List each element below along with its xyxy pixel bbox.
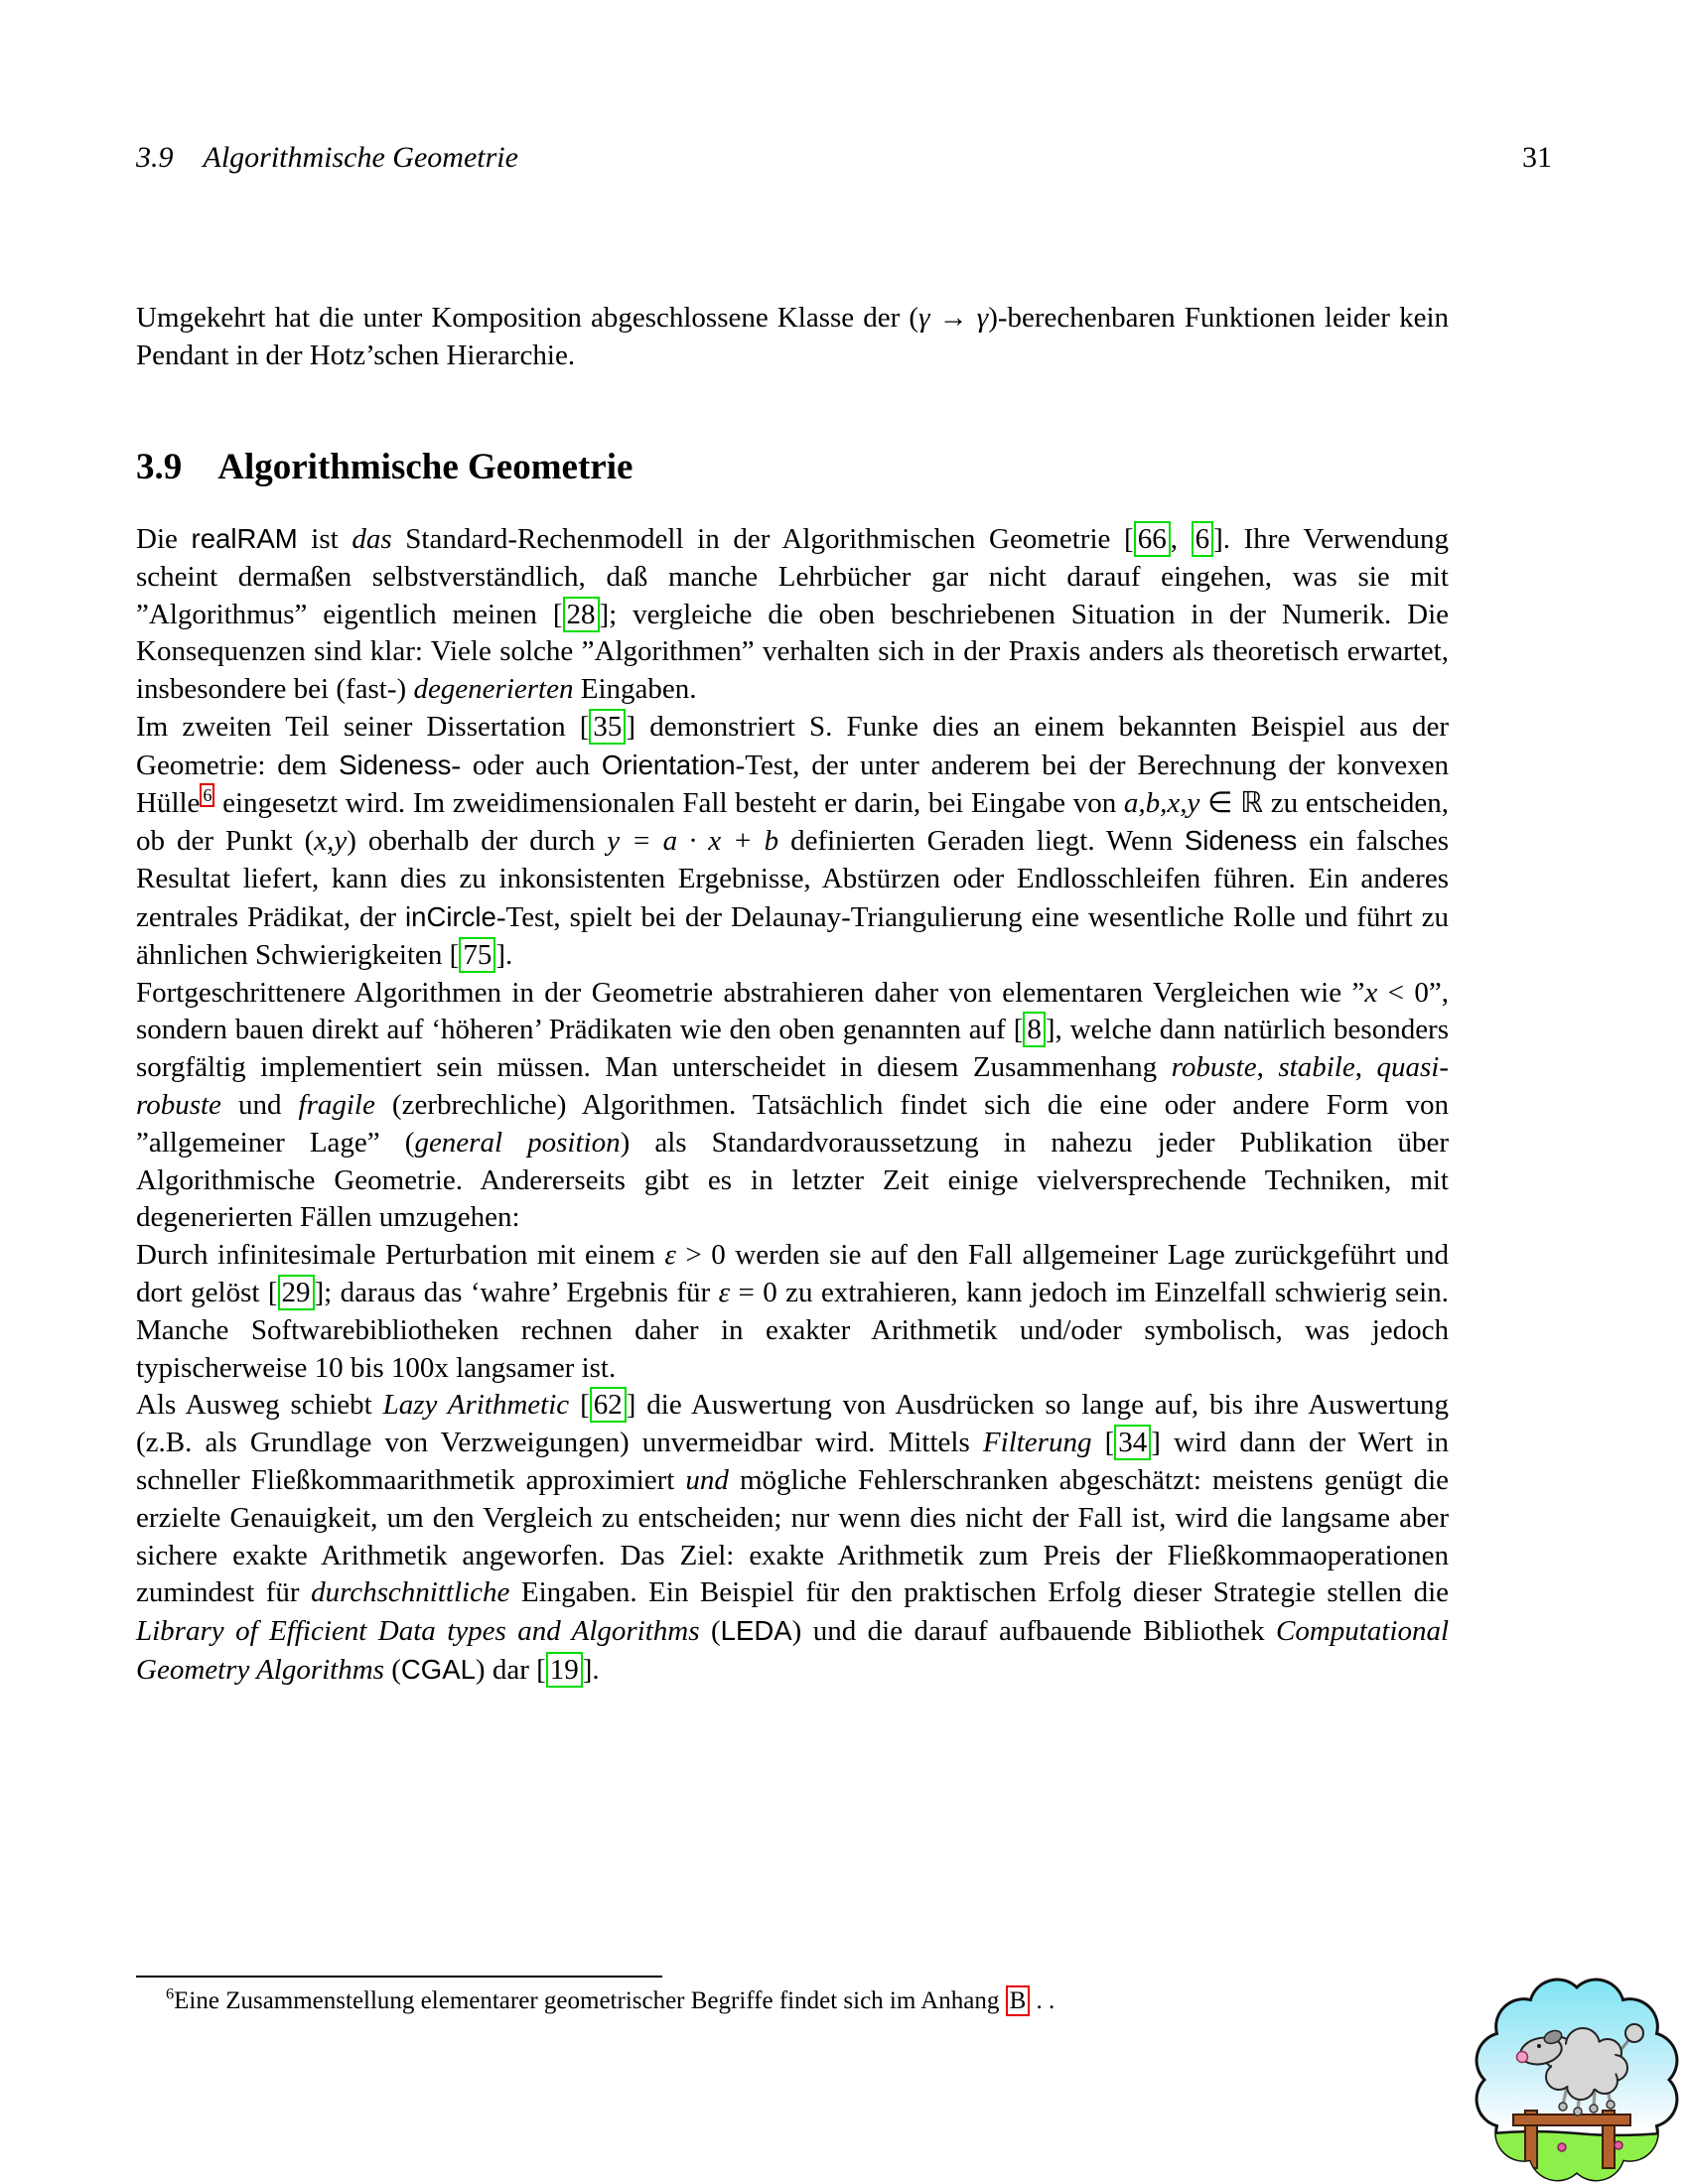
text-run: Sideness <box>1184 825 1298 857</box>
footnote <box>136 1985 1449 2017</box>
text-run: -Test, der unter anderem bei der Berechnung der konvexen Hülle <box>136 749 1449 819</box>
text-run: ) und die darauf aufbauende Bibliothek <box>791 1615 1276 1648</box>
text-run: inCircle <box>405 900 496 932</box>
text-run: general position <box>414 1126 621 1159</box>
text-run: ) als Standardvoraussetzung in nahezu jeder Publikation über Algorithmische Geometrie. Andererseits gibt es in letzter Zeit einige vielversprechende Techniken, mit degenerierten Fällen umzugehen: <box>136 1126 1450 1234</box>
text-run: ε <box>718 1276 731 1308</box>
citation-link[interactable]: 62 <box>590 1387 627 1423</box>
text-run: definierten Geraden liegt. Wenn <box>778 825 1185 858</box>
running-header-section <box>136 141 518 175</box>
citation-link[interactable]: 29 <box>278 1275 315 1310</box>
text-run: CGAL <box>400 1653 476 1685</box>
text-run: ∈ ℝ zu entscheiden, ob der Punkt ( <box>136 786 1449 858</box>
citation-link[interactable]: 35 <box>589 709 626 745</box>
citation-link[interactable]: 66 <box>1134 521 1171 557</box>
text-run: ]. <box>582 1653 600 1686</box>
text-run: und <box>685 1463 729 1496</box>
section-heading-number: 3.9 <box>136 447 183 487</box>
text-run: [ <box>1091 1427 1115 1459</box>
text-run: ( <box>383 1653 401 1686</box>
text-run: ]; vergleiche die oben beschriebenen Situation in der Numerik. Die Konsequenzen sind klar: Viele solche ”Algorithmen” verhalten sich in der Praxis anders als theoretisch erwartet, insbesondere bei (fast-) <box>136 598 1449 706</box>
text-run: Standard-Rechenmodell in der Algorithmischen Geometrie [ <box>391 523 1134 555</box>
text-run: → <box>929 302 977 334</box>
text-run: -Test, spielt bei der Delaunay-Triangulierung eine wesentliche Rolle und führt zu ähnlichen Schwierigkeiten [ <box>136 900 1449 971</box>
text-run: Lazy Arithmetic <box>382 1389 570 1422</box>
section-heading-title: Algorithmische Geometrie <box>217 447 633 487</box>
text-run: ein falsches Resultat liefert, kann dies zu inkonsistenten Ergebnisse, Abstürzen oder Endlosschleifen führen. Ein anderes zentrales Prädikat, der <box>136 825 1449 933</box>
footnote-ref-link[interactable]: 6 <box>200 783 214 807</box>
text-run: und <box>220 1088 299 1121</box>
sheep-jumping-fence-cartoon <box>1468 1966 1686 2184</box>
paragraph <box>136 1387 1449 1689</box>
text-run: realRAM <box>191 523 298 554</box>
footnote-rule <box>136 1976 662 1978</box>
footnote-marker: 6 <box>166 1984 175 2003</box>
text-run: durchschnittliche <box>311 1576 510 1609</box>
citation-link[interactable]: 6 <box>1192 521 1214 557</box>
grass <box>1468 2130 1686 2184</box>
text-run: Als Ausweg schiebt <box>136 1389 383 1422</box>
text-run: Die <box>136 523 192 555</box>
text-run: Library of Efficient Data types and Algorithms <box>136 1615 700 1648</box>
text-run: Orientation <box>601 749 736 780</box>
text-run: ] wird dann der Wert in schneller Fließkommaarithmetik approximiert <box>136 1427 1449 1496</box>
text-run: stabile <box>1278 1051 1355 1084</box>
text-run: )-berechenbaren Funktionen leider kein Pendant in der Hotz’schen Hierarchie. <box>136 302 1449 371</box>
text-run: Computational Geometry Algorithms <box>136 1615 1449 1686</box>
text-run: Durch infinitesimale Perturbation mit einem <box>136 1239 665 1272</box>
citation-link[interactable]: 75 <box>459 937 495 973</box>
citation-link[interactable]: 34 <box>1114 1425 1151 1460</box>
text-run: Eingaben. Ein Beispiel für den praktischen Erfolg dieser Strategie stellen die <box>509 1576 1450 1609</box>
text-run: degenerierten <box>413 673 574 706</box>
text-run: LEDA <box>720 1615 792 1647</box>
text-run: ( <box>699 1615 721 1648</box>
paragraph <box>136 520 1449 709</box>
text-run: das <box>352 523 392 555</box>
text-run: Umgekehrt hat die unter Komposition abgeschlossene Klasse der ( <box>136 302 919 334</box>
section-heading <box>136 446 633 488</box>
text-run: y = a · x + b <box>607 825 779 858</box>
appendix-ref-link[interactable]: B <box>1006 1985 1031 2016</box>
text-run: , <box>1256 1051 1279 1084</box>
text-run: , <box>1354 1051 1377 1084</box>
running-header-section-title: Algorithmische Geometrie <box>203 141 518 174</box>
intro-paragraph <box>136 299 1449 374</box>
text-run: - oder auch <box>451 749 602 781</box>
text-run: Im zweiten Teil seiner Dissertation [ <box>136 710 590 743</box>
text-run: [ <box>569 1389 590 1422</box>
text-run: > 0 werden sie auf den Fall allgemeiner Lage zurückgeführt und dort gelöst [ <box>136 1239 1449 1308</box>
text-run: ]. Ihre Verwendung scheint dermaßen selbstverständlich, daß manche Lehrbücher gar nicht darauf eingehen, was sie mit ”Algorithmus” eigentlich meinen [ <box>136 523 1449 630</box>
body-text <box>136 520 1449 1690</box>
text-run: fragile <box>298 1088 375 1121</box>
text-run: ] die Auswertung von Ausdrücken so lange auf, bis ihre Auswertung (z.B. als Grundlage von Verzweigungen) unvermeidbar wird. Mittels <box>136 1389 1449 1459</box>
text-run: , <box>1170 523 1192 555</box>
text-run: ], welche dann natürlich besonders sorgfältig implementiert sein müssen. Man unterscheidet in diesem Zusammenhang <box>136 1014 1450 1084</box>
footnote-area <box>136 1976 1449 2017</box>
paragraph <box>136 975 1449 1238</box>
text-run: x <box>1364 976 1378 1009</box>
text-run: mögliche Fehlerschranken abgeschätzt: meistens genügt die erzielte Genauigkeit, um den Vergleich zu entscheiden; nur wenn dies nicht der Fall ist, wird die langsame aber sichere exakte Arithmetik angeworfen. Das Ziel: exakte Arithmetik zum Preis der Fließkommaoperationen zumindest für <box>136 1463 1449 1609</box>
text-run: ) oberhalb der durch <box>347 825 608 858</box>
text-run: robuste <box>1171 1051 1257 1084</box>
text-run: γ <box>976 302 989 334</box>
text-run: < 0”, sondern bauen direkt auf ‘höheren’ Prädikaten wie den oben genannten auf [ <box>136 976 1449 1046</box>
text-run: γ <box>918 302 930 334</box>
text-run: ]; daraus das ‘wahre’ Ergebnis für <box>314 1276 719 1308</box>
text-run: ε <box>664 1239 676 1272</box>
text-run: Eingaben. <box>573 673 697 706</box>
text-run: ]. <box>495 938 513 971</box>
citation-link[interactable]: 19 <box>546 1652 583 1688</box>
running-header <box>136 141 1552 175</box>
text-run: Fortgeschrittenere Algorithmen in der Geometrie abstrahieren daher von elementaren Vergleichen wie ” <box>136 976 1365 1009</box>
page-number: 31 <box>1522 141 1552 174</box>
citation-link[interactable]: 8 <box>1023 1012 1046 1047</box>
text-run: a,b,x,y <box>1123 786 1200 819</box>
text-run: = 0 zu extrahieren, kann jedoch im Einzelfall schwierig sein. Manche Softwarebibliotheken rechnen daher in exakter Arithmetik und/oder symbolisch, was jedoch typischerweise 10 bis 100x langsamer ist. <box>136 1276 1449 1384</box>
text-run: (zerbrechliche) Algorithmen. Tatsächlich findet sich die eine oder andere Form von ”allgemeiner Lage” ( <box>136 1088 1449 1159</box>
text-run: ) dar [ <box>475 1653 546 1686</box>
text-run: Eine Zusammenstellung elementarer geometrischer Begriffe findet sich im Anhang <box>174 1987 1006 2014</box>
paragraph <box>136 1237 1449 1387</box>
text-run: quasi-robuste <box>136 1051 1450 1121</box>
text-run: . . <box>1030 1987 1055 2014</box>
citation-link[interactable]: 28 <box>563 597 600 632</box>
running-header-section-number: 3.9 <box>136 141 174 174</box>
paragraph <box>136 709 1449 975</box>
text-run: Filterung <box>982 1427 1092 1459</box>
text-run: ist <box>297 523 352 555</box>
text-run: x,y <box>314 825 348 858</box>
text-run: ] demonstriert S. Funke dies an einem bekannten Beispiel aus der Geometrie: dem <box>136 710 1449 781</box>
text-run: Sideness <box>339 749 452 780</box>
text-run: eingesetzt wird. Im zweidimensionalen Fall besteht er darin, bei Eingabe von <box>214 786 1124 819</box>
